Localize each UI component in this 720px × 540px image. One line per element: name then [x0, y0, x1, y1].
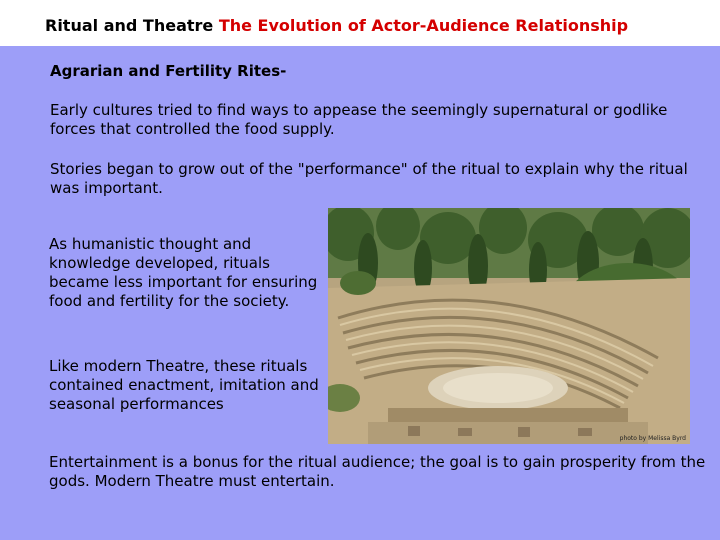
section-subtitle: Agrarian and Fertility Rites- — [50, 62, 287, 80]
theatre-ruins-illustration — [328, 208, 690, 444]
paragraph-entertainment: Entertainment is a bonus for the ritual audience; the goal is to gain prosperity from the gods. Modern Theatre must entertain. — [49, 453, 706, 490]
paragraph-stories: Stories began to grow out of the "performance" of the ritual to explain why the ritual was important. — [50, 160, 688, 197]
slide-title — [45, 16, 628, 35]
title-bar — [0, 0, 720, 46]
photo-credit: photo by Melissa Byrd — [619, 435, 686, 442]
paragraph-appease: Early cultures tried to find ways to appease the seemingly supernatural or godlike forces that controlled the food supply. — [50, 101, 668, 138]
title-accent: The Evolution of Actor-Audience Relationship — [218, 16, 629, 35]
title-prefix: Ritual and Theatre — [45, 16, 214, 35]
theatre-ruins-photo — [328, 208, 690, 444]
paragraph-humanistic: As humanistic thought and knowledge developed, rituals became less important for ensuring food and fertility for the society. — [49, 235, 318, 310]
paragraph-modern-theatre: Like modern Theatre, these rituals contained enactment, imitation and seasonal performances — [49, 357, 319, 413]
